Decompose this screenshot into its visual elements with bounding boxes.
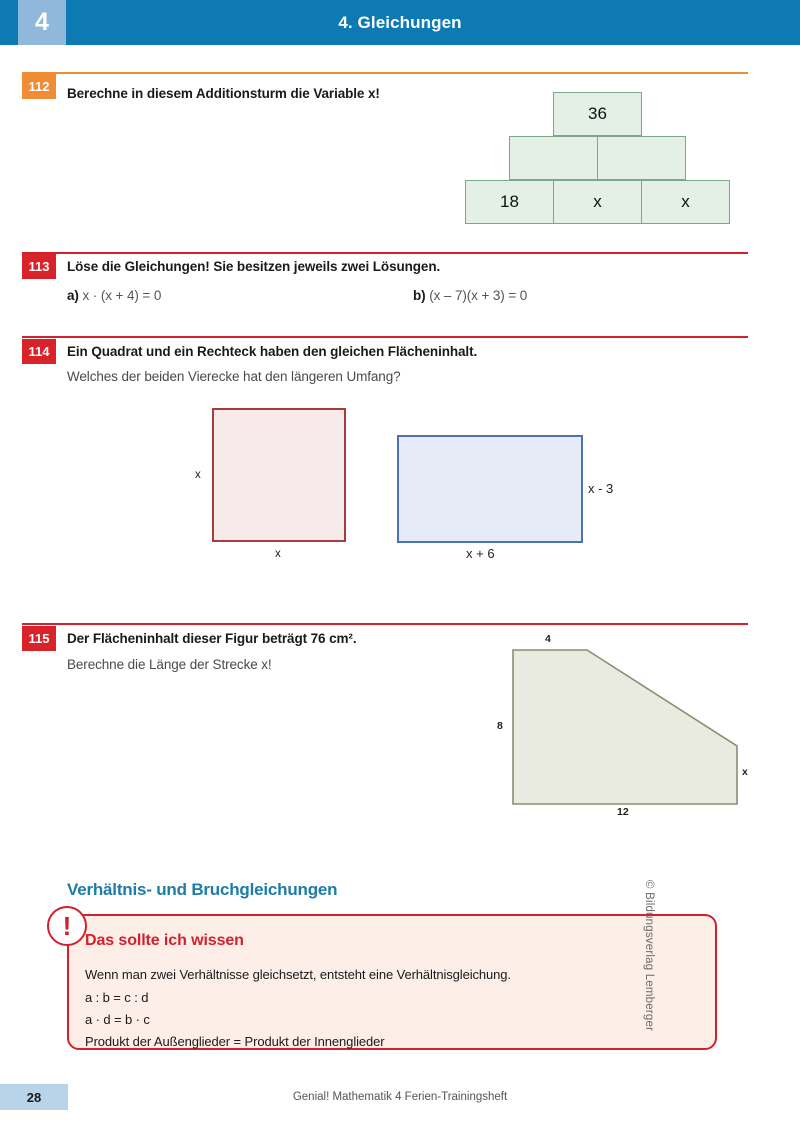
polygon-left-label: 8	[497, 720, 503, 732]
task-114-title: Ein Quadrat und ein Rechteck haben den gleichen Flächeninhalt.	[67, 344, 478, 359]
rectangle-shape	[397, 435, 583, 543]
page-header	[0, 0, 800, 45]
task-115-rule	[22, 623, 748, 625]
task-113-item-a-equation: x · (x + 4) = 0	[82, 288, 162, 303]
task-113-rule	[22, 252, 748, 254]
pyramid-cell-mid-left	[509, 136, 598, 180]
task-114-number: 114	[22, 339, 56, 364]
task-113-number: 113	[22, 254, 56, 279]
task-113-title: Löse die Gleichungen! Sie besitzen jeweils zwei Lösungen.	[67, 259, 441, 274]
polygon-bottom-label: 12	[617, 806, 629, 818]
task-113-item-b	[413, 288, 527, 303]
task-113-item-a-label: a)	[67, 288, 79, 303]
polygon-top-label: 4	[545, 633, 551, 645]
pyramid-cell-bottom-2: x	[553, 180, 642, 224]
task-112-rule	[22, 72, 748, 74]
info-box-line-3: a · d = b · c	[85, 1012, 150, 1027]
task-114-rule	[22, 336, 748, 338]
polygon-right-label: x	[742, 766, 748, 778]
square-shape	[212, 408, 346, 542]
task-113-item-b-equation: (x – 7)(x + 3) = 0	[429, 288, 528, 303]
copyright-text: © Bildungsverlag Lemberger	[642, 880, 655, 1032]
rectangle-bottom-label: x + 6	[466, 546, 495, 561]
page-title: 4. Gleichungen	[338, 12, 462, 32]
info-box-title: Das sollte ich wissen	[85, 932, 244, 949]
info-box-line-2: a : b = c : d	[85, 990, 149, 1005]
rectangle-right-label: x - 3	[588, 481, 614, 496]
task-114-subtitle: Welches der beiden Vierecke hat den längeren Umfang?	[67, 369, 401, 384]
chapter-badge: 4	[18, 0, 66, 45]
pyramid-cell-mid-right	[597, 136, 686, 180]
info-box-line-1: Wenn man zwei Verhältnisse gleichsetzt, entsteht eine Verhältnisgleichung.	[85, 967, 511, 982]
task-113-item-a	[67, 288, 161, 303]
footer-text: Genial! Mathematik 4 Ferien-Trainingsheft	[292, 1091, 508, 1103]
pyramid-cell-bottom-3: x	[641, 180, 730, 224]
polygon-figure	[497, 633, 750, 818]
task-112-title: Berechne in diesem Additionsturm die Variable x!	[67, 86, 380, 101]
square-bottom-label: x	[275, 548, 281, 560]
exclamation-icon: !	[47, 906, 87, 946]
task-113-item-b-label: b)	[413, 288, 426, 303]
section-heading: Verhältnis- und Bruchgleichungen	[67, 880, 338, 899]
task-115-number: 115	[22, 626, 56, 651]
polygon-shape	[505, 640, 750, 815]
footer-page-number: 28	[0, 1084, 68, 1110]
square-left-label: x	[195, 469, 201, 481]
task-115-subtitle: Berechne die Länge der Strecke x!	[67, 657, 272, 672]
pyramid-cell-top: 36	[553, 92, 642, 136]
task-115-title: Der Flächeninhalt dieser Figur beträgt 76 cm².	[67, 631, 357, 646]
task-112-number: 112	[22, 74, 56, 99]
pyramid-cell-bottom-1: 18	[465, 180, 554, 224]
info-box-line-4: Produkt der Außenglieder = Produkt der Innenglieder	[85, 1034, 385, 1049]
